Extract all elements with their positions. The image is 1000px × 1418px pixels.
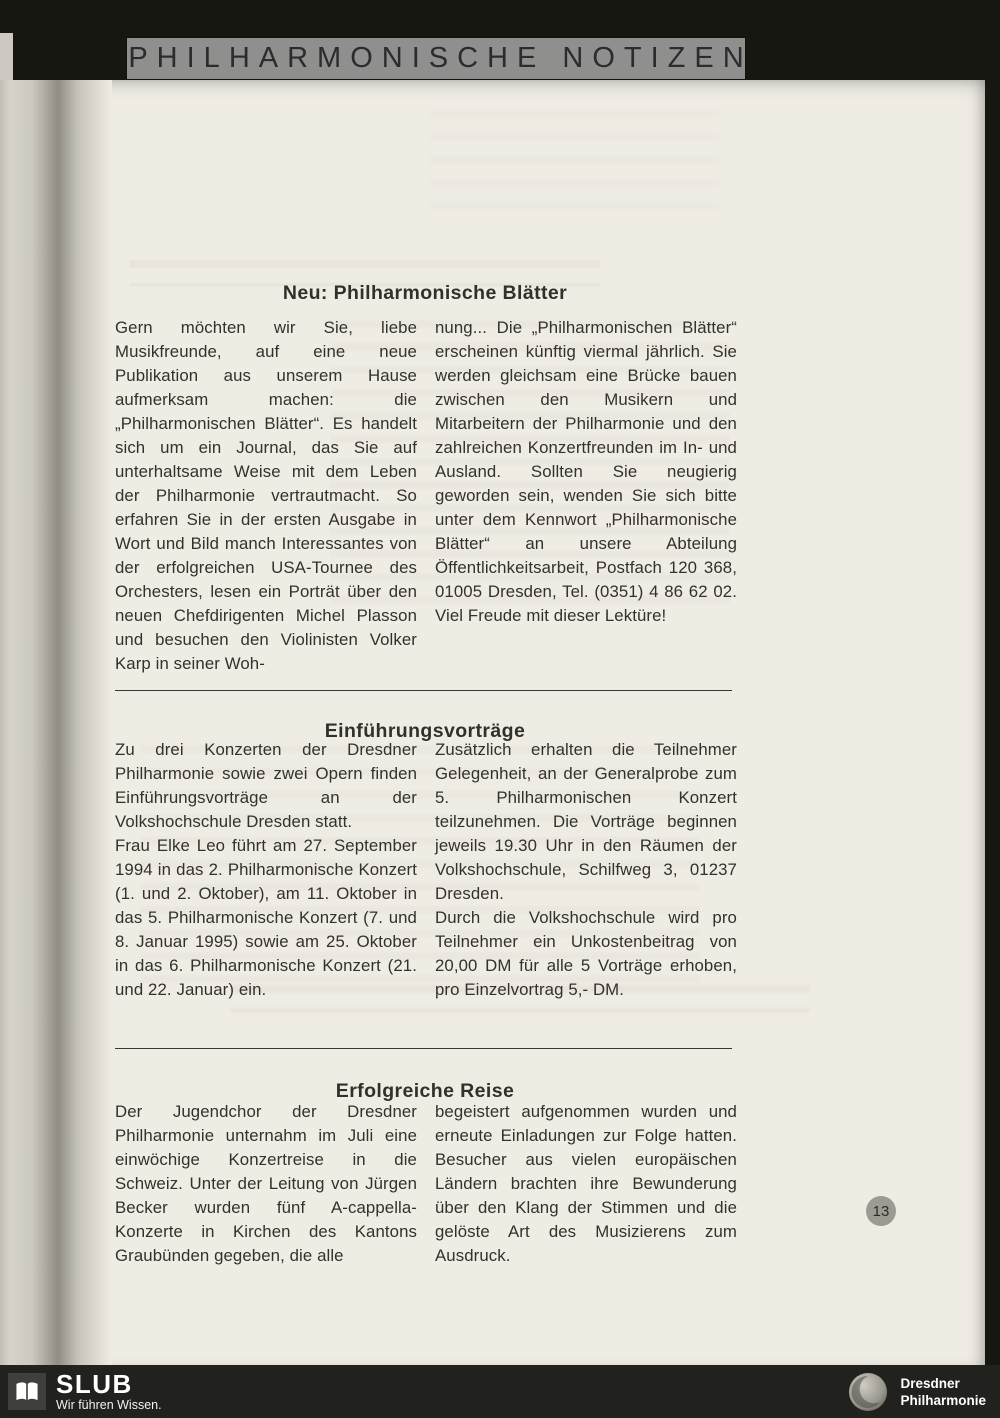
paragraph: Zu drei Konzerten der Dresdner Philharmonie sowie zwei Opern finden Einführungsvorträge an der Volkshochschule Dresden statt. [115, 740, 417, 831]
column-right [435, 316, 737, 676]
slub-branding [8, 1371, 162, 1412]
page-number: 13 [872, 1202, 890, 1220]
section-einfuehrungsvortraege-columns [115, 738, 737, 1002]
book-gutter-shadow [0, 80, 112, 1365]
slub-wordmark-block [56, 1371, 162, 1412]
page-header-title: PHILHARMONISCHE NOTIZEN [128, 42, 753, 74]
column-left [115, 738, 417, 1002]
paragraph: begeistert aufgenommen wurden und erneute Einladungen zur Folge hatten. Besucher aus vielen europäischen Ländern brachten ihre Bewunderung über den Klang der Stimmen und die gelöste Art des Musizierens zum Ausdruck. [435, 1102, 737, 1265]
column-left [115, 1100, 417, 1268]
column-right [435, 738, 737, 1002]
philharmonie-branding [848, 1372, 986, 1412]
section-divider [115, 1048, 732, 1049]
paragraph: Der Jugendchor der Dresdner Philharmonie unternahm im Juli eine einwöchige Konzertreise in die Schweiz. Unter der Leitung von Jürgen Becker wurden fünf A-cappella-Konzerte in Kirchen des Kantons Graubünden gegeben, die alle [115, 1102, 417, 1265]
bleedthrough-artifact [430, 110, 720, 220]
section-divider [115, 690, 732, 691]
column-right [435, 1100, 737, 1268]
paragraph: Frau Elke Leo führt am 27. September 1994 in das 2. Philharmonische Konzert (1. und 2. Oktober), am 11. Oktober in das 5. Philharmonische Konzert (7. und 8. Januar 1995) sowie am 25. Oktober in das 6. Philharmonische Konzert (21. und 22. Januar) ein. [115, 836, 417, 999]
section-title-neue-blaetter: Neu: Philharmonische Blätter [282, 282, 568, 305]
page-header-banner [127, 38, 753, 79]
philharmonie-logo-icon [848, 1372, 888, 1412]
slub-wordmark: SLUB [56, 1369, 133, 1399]
section-erfolgreiche-reise-columns [115, 1100, 737, 1268]
paragraph: Durch die Volkshochschule wird pro Teilnehmer ein Unkostenbeitrag von 20,00 DM für alle 5 Vorträge erhoben, pro Einzelvortrag 5,- DM. [435, 908, 737, 999]
paragraph: Gern möchten wir Sie, liebe Musikfreunde, auf eine neue Publikation aus unserem Hause aufmerksam machen: die „Philharmonischen Blätter“. Es handelt sich um ein Journal, das Sie auf unterhaltsame Weise mit dem Leben der Philharmonie vertrautmacht. So erfahren Sie in der ersten Ausgabe in Wort und Bild manch Interessantes von der erfolgreichen USA-Tournee des Orchesters, lesen ein Porträt über den neuen Chefdirigenten Michel Plasson und besuchen den Violinisten Volker Karp in seiner Woh- [115, 318, 417, 673]
philharmonie-wordmark [900, 1375, 986, 1409]
section-neue-blaetter-columns [115, 316, 737, 676]
paragraph: Zusätzlich erhalten die Teilnehmer Gelegenheit, an der Generalprobe zum 5. Philharmonischen Konzert teilzunehmen. Die Vorträge beginnen jeweils 19.30 Uhr in den Räumen der Volkshochschule, Schilfweg 3, 01237 Dresden. [435, 740, 737, 903]
page-corner-sliver [0, 33, 13, 81]
column-left [115, 316, 417, 676]
footer-bar [0, 1365, 1000, 1418]
slub-tagline: Wir führen Wissen. [56, 1398, 162, 1412]
paragraph: nung... Die „Philharmonischen Blätter“ erscheinen künftig viermal jährlich. Sie werden gleichsam eine Brücke bauen zwischen den Musikern und Mitarbeitern der Philharmonie und den zahlreichen Konzertfreunden im In- und Ausland. Sollten Sie neugierig geworden sein, wenden Sie sich bitte unter dem Kennwort „Philharmonische Blätter“ an unsere Abteilung Öffentlichkeitsarbeit, Postfach 120 368, 01005 Dresden, Tel. (0351) 4 86 62 02. Viel Freude mit dieser Lektüre! [435, 318, 737, 625]
book-icon-glyph [14, 1381, 40, 1403]
philharmonie-wordmark-line1: Dresdner [900, 1375, 960, 1391]
scanned-page [0, 80, 985, 1365]
section-title-einfuehrungsvortraege: Einführungsvorträge [324, 720, 526, 743]
book-icon [8, 1373, 46, 1410]
page-number-badge [866, 1196, 896, 1226]
section-title-erfolgreiche-reise: Erfolgreiche Reise [335, 1080, 515, 1103]
philharmonie-wordmark-line2: Philharmonie [900, 1392, 986, 1408]
